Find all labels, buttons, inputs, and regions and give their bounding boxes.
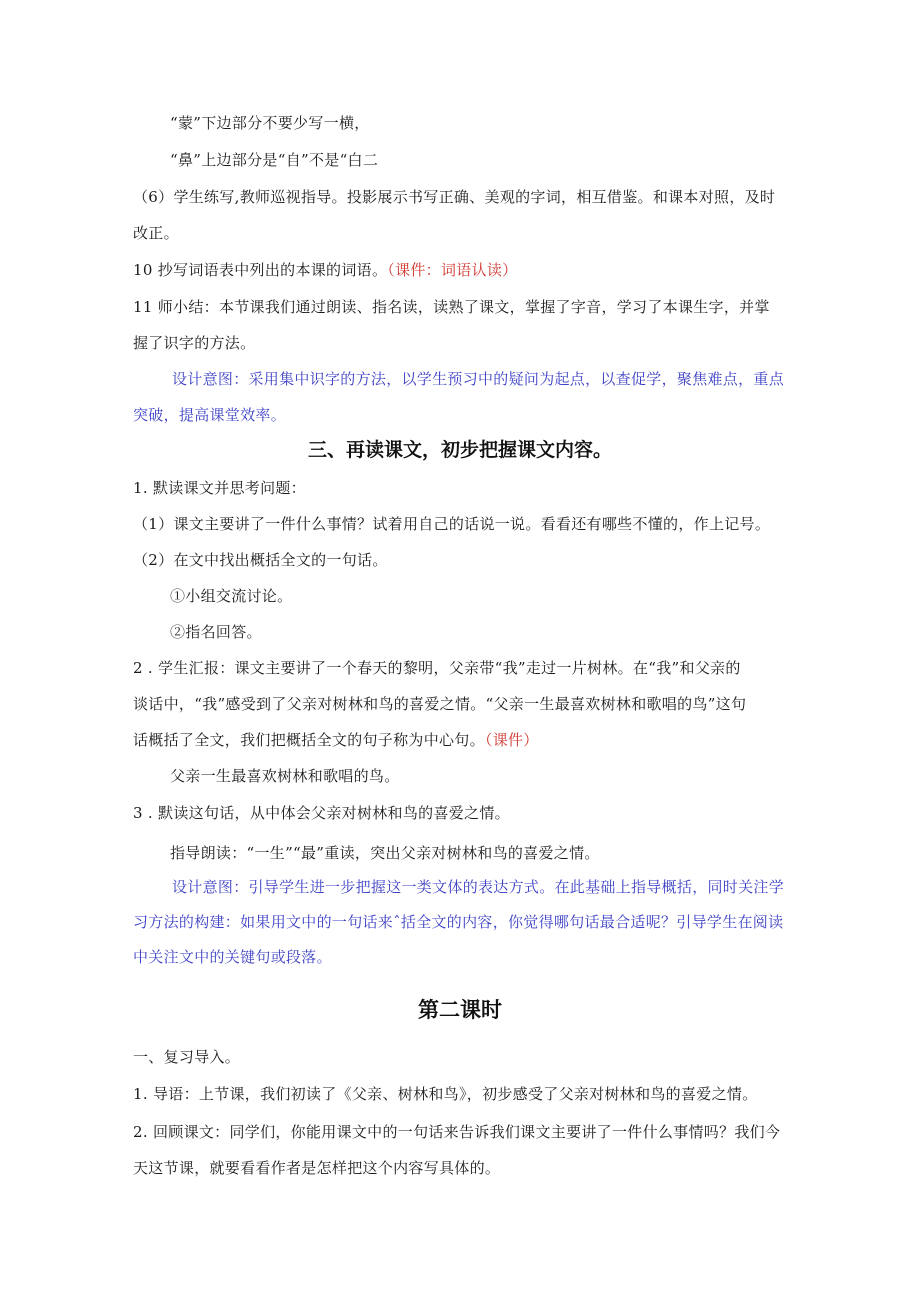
paragraph-line: （2）在文中找出概括全文的一句话。 — [133, 551, 388, 569]
design-intent-line: 设计意图：引导学生进一步把握这一类文体的表达方式。在此基础上指导概括，同时关注学 — [172, 878, 785, 896]
design-intent-line: 中关注文中的关键句或段落。 — [133, 948, 332, 966]
paragraph-line: 一、复习导入。 — [133, 1048, 241, 1066]
section-heading: 三、再读课文，初步把握课文内容。 — [307, 439, 612, 461]
paragraph-line: 握了识字的方法。 — [133, 334, 256, 352]
list-item: ①小组交流讨论。 — [170, 587, 293, 605]
design-intent-line: 设计意图：采用集中识字的方法，以学生预习中的疑问为起点，以查促学，聚焦难点，重点 — [172, 370, 785, 388]
writing-tip-line: “鼻”上边部分是“自”不是“白二 — [170, 151, 379, 169]
lesson-heading: 第二课时 — [418, 998, 502, 1022]
courseware-note: （课件） — [484, 731, 539, 749]
paragraph-line — [133, 260, 793, 280]
paragraph-line: 天这节课，就要看看作者是怎样把这个内容写具体的。 — [133, 1159, 501, 1177]
paragraph-line: 1. 导语：上节课，我们初读了《父亲、树林和鸟》，初步感受了父亲对树林和鸟的喜爱之情。 — [133, 1085, 758, 1103]
paragraph-line: （6）学生练写,教师巡视指导。投影展示书写正确、美观的字词，相互借鉴。和课本对照，及时 — [133, 188, 776, 206]
paragraph-line: 2 . 学生汇报：课文主要讲了一个春天的黎明，父亲带“我”走过一片树林。在“我”和父亲的 — [133, 659, 741, 677]
key-sentence: 父亲一生最喜欢树林和歌唱的鸟。 — [170, 767, 400, 785]
paragraph-line: 1. 默读课文并思考问题： — [133, 479, 306, 497]
paragraph-line: （1）课文主要讲了一件什么事情？试着用自己的话说一说。看看还有哪些不懂的，作上记号。 — [133, 515, 771, 533]
courseware-note: （课件：词语认读） — [387, 261, 518, 279]
paragraph-line: 改正。 — [133, 224, 179, 242]
paragraph-text: 话概括了全文，我们把概括全文的句子称为中心句。 — [133, 731, 485, 749]
paragraph-line — [133, 730, 793, 750]
design-intent-line: 习方法的构建：如果用文中的一句话来ˆ括全文的内容，你觉得哪句话最合适呢？引导学生在阅读 — [133, 913, 784, 931]
paragraph-line: 3 . 默读这句话，从中体会父亲对树林和鸟的喜爱之情。 — [133, 804, 510, 822]
reading-guide: 指导朗读：“一生”“最”重读，突出父亲对树林和鸟的喜爱之情。 — [170, 844, 600, 862]
paragraph-line: 2. 回顾课文：同学们，你能用课文中的一句话来告诉我们课文主要讲了一件什么事情吗？我们今 — [133, 1123, 781, 1141]
design-intent-line: 突破，提高课堂效率。 — [133, 406, 287, 424]
writing-tip-line: “蒙”下边部分不要少写一横， — [170, 114, 370, 132]
paragraph-line: 11 师小结：本节课我们通过朗读、指名读，读熟了课文，掌握了字音，学习了本课生字，并掌 — [133, 298, 770, 316]
paragraph-line: 谈话中，“我”感受到了父亲对树林和鸟的喜爱之情。“父亲一生最喜欢树林和歌唱的鸟”这句 — [133, 695, 747, 713]
step-text: 10 抄写词语表中列出的本课的词语。 — [133, 261, 388, 279]
list-item: ②指名回答。 — [170, 623, 262, 641]
